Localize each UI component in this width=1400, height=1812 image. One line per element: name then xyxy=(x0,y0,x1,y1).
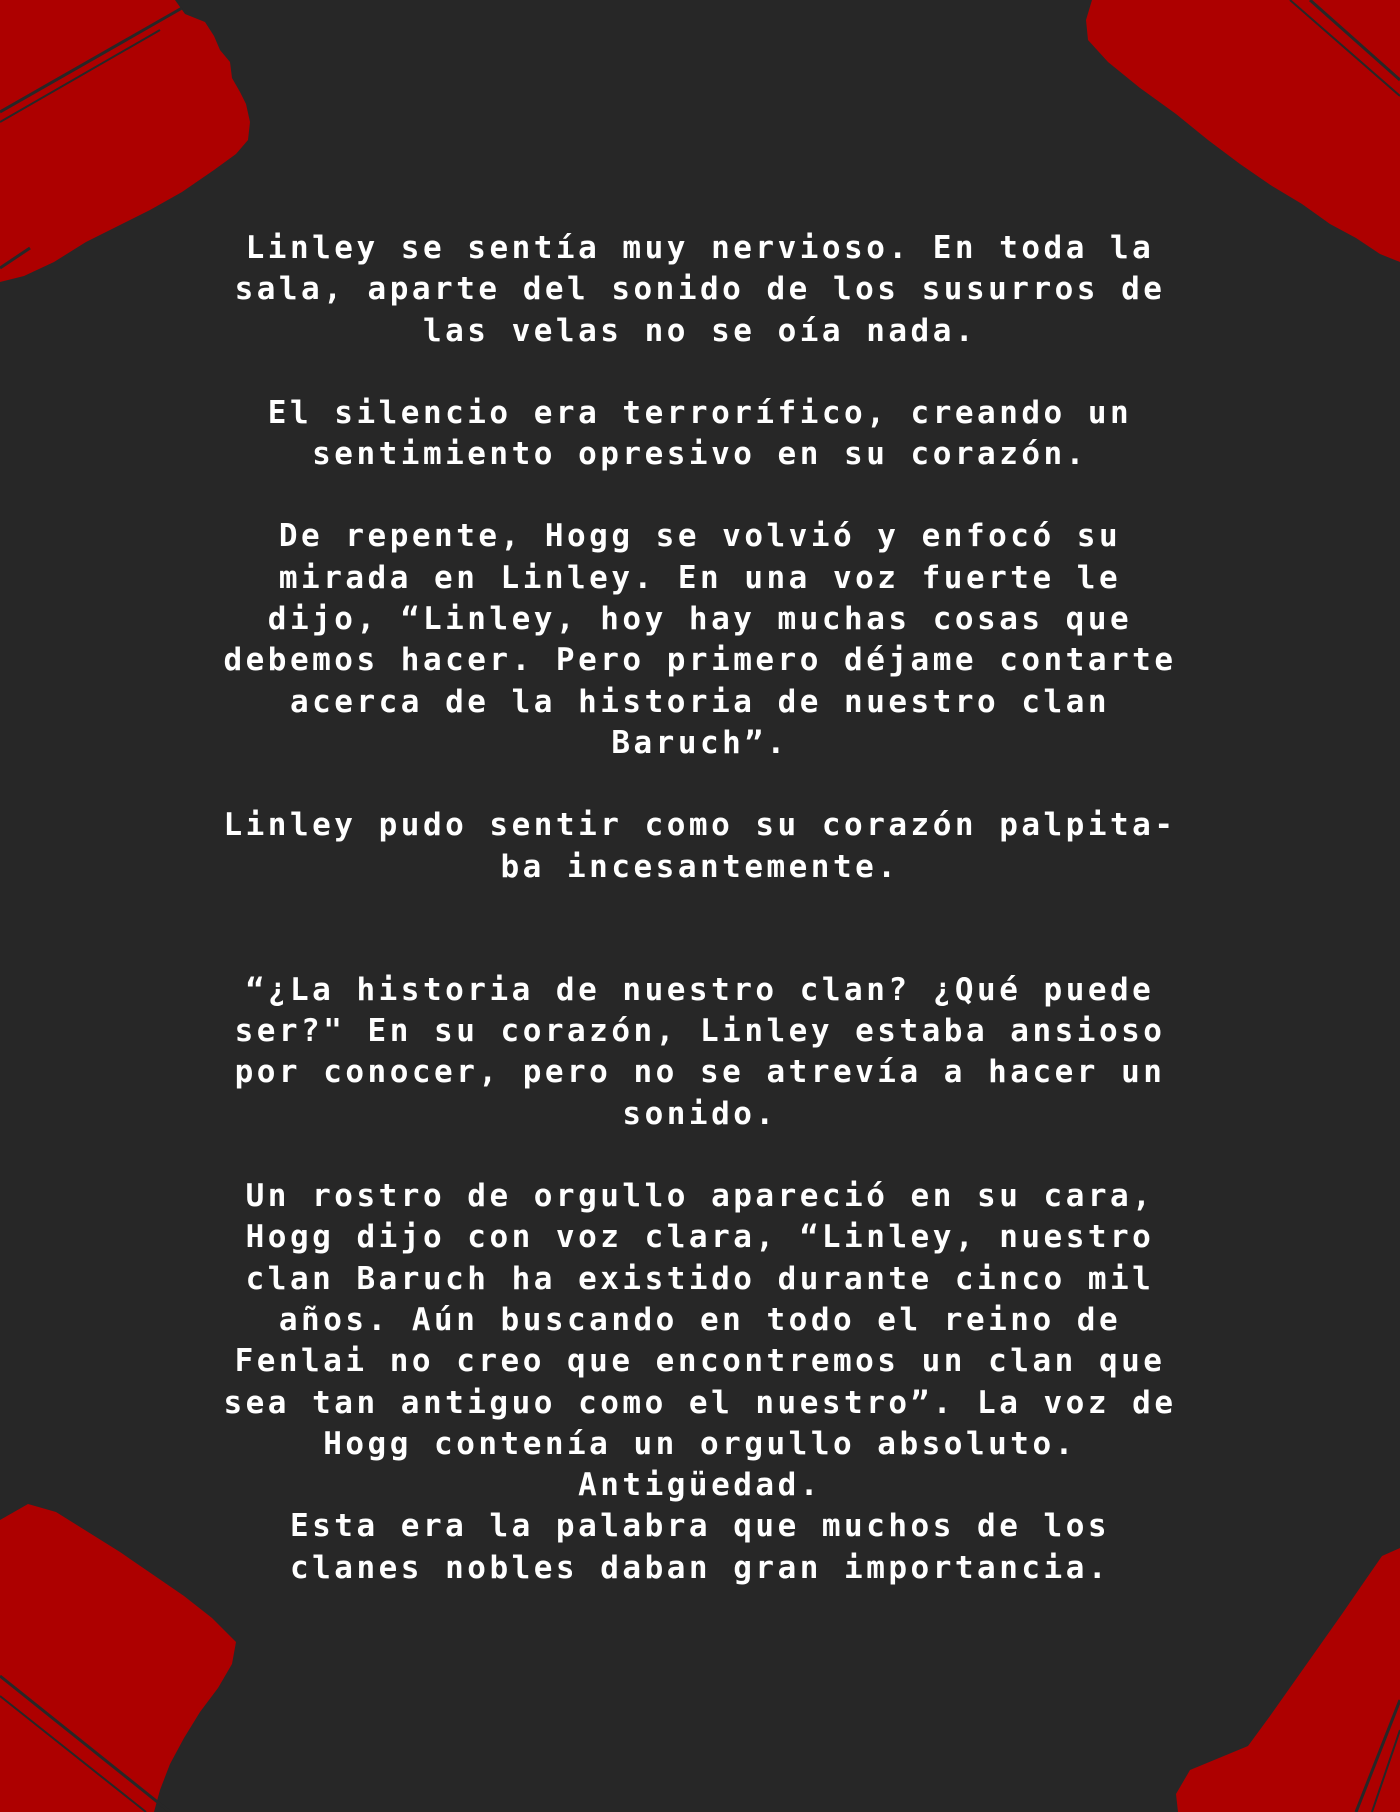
paragraph-3: De repente, Hogg se volvió y enfocó su mirada en Linley. En una voz fuerte le dijo, “Linley, hoy hay muchas cosas que debemos hacer. Pero primero déjame contarte acerca de la historia de nuestro clan Baruch”. xyxy=(223,518,1177,761)
paragraph-spacer xyxy=(150,1135,1250,1176)
paragraph-1: Linley se sentía muy nervioso. En toda la sala, aparte del sonido de los susurros de las velas no se oía nada. xyxy=(234,230,1166,349)
top-right-brush-stroke xyxy=(1086,0,1400,262)
paragraph-spacer xyxy=(150,475,1250,516)
paragraph-2: El silencio era terrorífico, creando un sentimiento opresivo en su corazón. xyxy=(267,394,1133,473)
paragraph-spacer xyxy=(150,888,1250,970)
paragraph-5: “¿La historia de nuestro clan? ¿Qué puede ser?" En su corazón, Linley estaba ansioso por conocer, pero no se atrevía a hacer un sonido. xyxy=(234,971,1166,1132)
paragraph-6: Un rostro de orgullo apareció en su cara, Hogg dijo con voz clara, “Linley, nuestro clan Baruch ha existido durante cinco mil años. Aún buscando en todo el reino de Fenlai no creo que encontremos un clan que sea tan antiguo como el nuestro”. La voz de Hogg contenía un orgullo absoluto. Antigüedad. Esta era la palabra que muchos de los clanes nobles daban gran importancia. xyxy=(223,1178,1177,1586)
story-text xyxy=(150,228,1250,1589)
paragraph-4: Linley pudo sentir como su corazón palpita- ba incesantemente. xyxy=(223,807,1177,885)
paragraph-spacer xyxy=(150,764,1250,805)
paragraph-spacer xyxy=(150,352,1250,393)
